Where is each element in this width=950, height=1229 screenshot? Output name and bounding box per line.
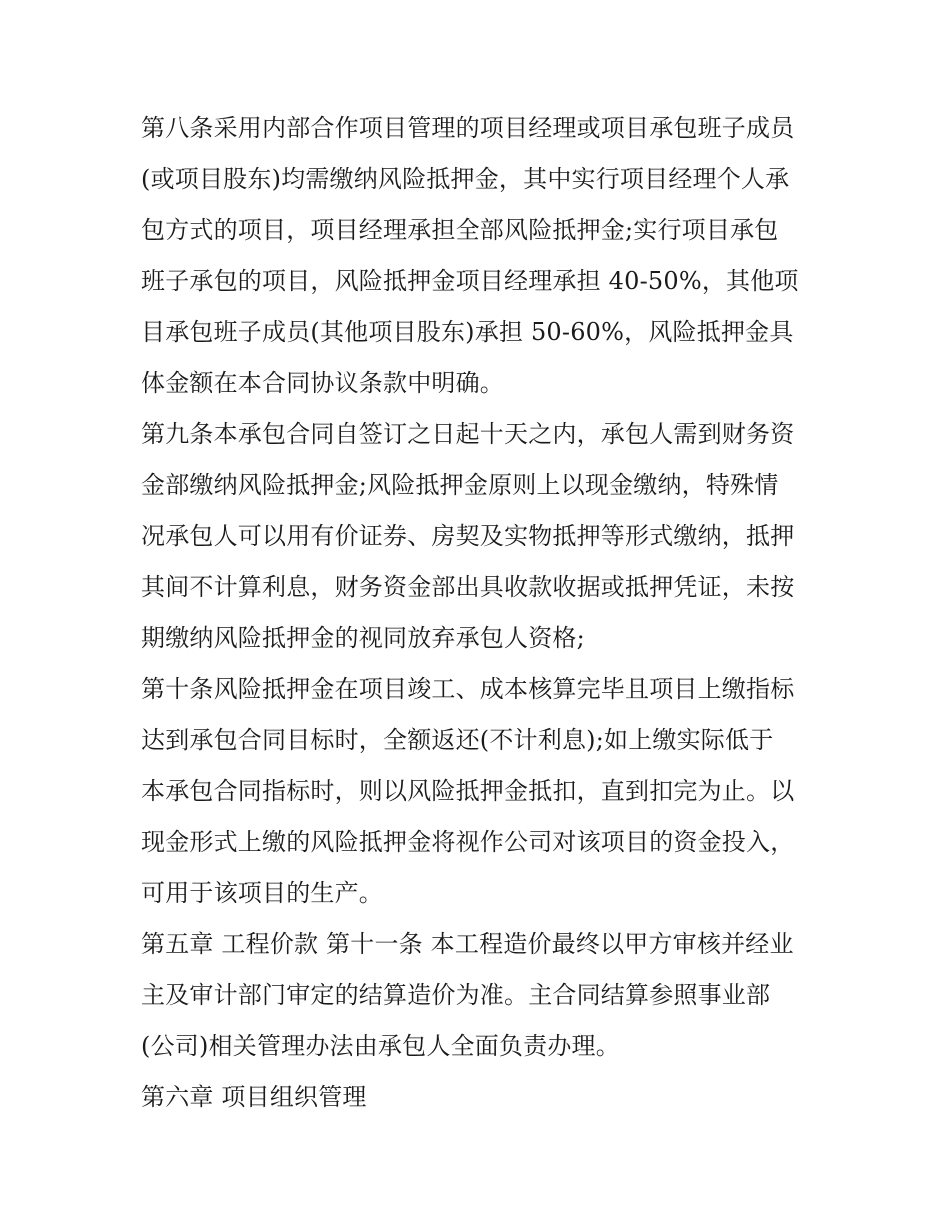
text-line: 第八条采用内部合作项目管理的项目经理或项目承包班子成员 (141, 114, 795, 142)
chapter-6-heading (141, 1072, 821, 1123)
text-line: 包方式的项目，项目经理承担全部风险抵押金;实行项目承包 (141, 216, 779, 244)
text-line: (或项目股东)均需缴纳风险抵押金，其中实行项目经理个人承 (141, 165, 790, 193)
text-line: 期缴纳风险抵押金的视同放弃承包人资格; (141, 624, 585, 652)
text-line: 本承包合同指标时，则以风险抵押金抵扣，直到扣完为止。以 (141, 777, 795, 805)
text-line: 第九条本承包合同自签订之日起十天之内，承包人需到财务资 (141, 420, 795, 448)
article-10-paragraph (141, 664, 821, 919)
text-line: 金部缴纳风险抵押金;风险抵押金原则上以现金缴纳，特殊情 (141, 471, 779, 499)
text-line: 第六章 项目组织管理 (141, 1083, 367, 1111)
text-line: 主及审计部门审定的结算造价为准。主合同结算参照事业部 (141, 981, 771, 1009)
chapter-5-paragraph (141, 919, 821, 1072)
article-9-paragraph (141, 409, 821, 664)
text-line: 体金额在本合同协议条款中明确。 (141, 369, 504, 397)
text-line: 其间不计算利息，财务资金部出具收款收据或抵押凭证，未按 (141, 573, 795, 601)
text-line: 现金形式上缴的风险抵押金将视作公司对该项目的资金投入， (141, 828, 795, 856)
text-line: 第十条风险抵押金在项目竣工、成本核算完毕且项目上缴指标 (141, 675, 795, 703)
text-line: 况承包人可以用有价证券、房契及实物抵押等形式缴纳，抵押 (141, 522, 795, 550)
text-line: 达到承包合同目标时，全额返还(不计利息);如上缴实际低于 (141, 726, 774, 754)
document-body (141, 103, 821, 1123)
text-line: 目承包班子成员(其他项目股东)承担 50-60%，风险抵押金具 (141, 318, 794, 346)
text-line: (公司)相关管理办法由承包人全面负责办理。 (141, 1032, 620, 1060)
text-line: 第五章 工程价款 第十一条 本工程造价最终以甲方审核并经业 (141, 930, 794, 958)
article-8-paragraph (141, 103, 821, 409)
text-line: 班子承包的项目，风险抵押金项目经理承担 40-50%，其他项 (141, 267, 799, 295)
text-line: 可用于该项目的生产。 (141, 879, 383, 907)
